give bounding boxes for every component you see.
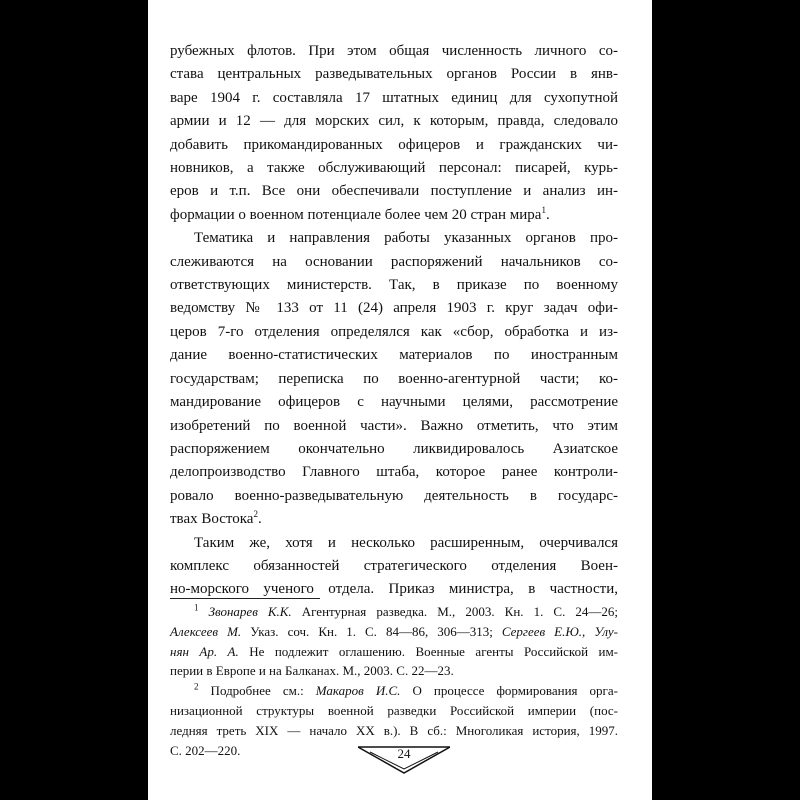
text-line: варе 1904 г. составляла 17 штатных единиц для сухопутной bbox=[170, 89, 618, 106]
text-line: формации о военном потенциале более чем 20 стран мира$^1$. bbox=[170, 204, 550, 223]
footnote-ref-2: 2 bbox=[253, 509, 258, 520]
paragraph-1 bbox=[170, 40, 618, 227]
text-line: распоряжением окончательно ликвидировалось Азиатское bbox=[170, 440, 618, 457]
footnote-line: низационной структуры военной разведки Российской империи (пос- bbox=[170, 702, 618, 718]
author-name: нян Ар. А. bbox=[170, 643, 239, 659]
footnote-number: 1 bbox=[194, 602, 199, 613]
footnote-line bbox=[170, 602, 618, 622]
text-line: слеживаются на основании распоряжений начальников со- bbox=[170, 253, 618, 270]
page-number: 24 bbox=[397, 746, 411, 761]
paragraph-2 bbox=[170, 227, 618, 531]
footnotes bbox=[170, 602, 618, 760]
footnote-line: С. 202—220. bbox=[170, 742, 241, 758]
text-line-content: твах Востока bbox=[170, 511, 254, 528]
text-line: Тематика и направления работы указанных органов про- bbox=[194, 230, 618, 247]
page-number-ornament bbox=[358, 745, 450, 775]
footnote-number: 2 bbox=[194, 681, 199, 692]
text-line: но-морского ученого отдела. Приказ министра, в частности, bbox=[170, 581, 618, 598]
text-line: добавить прикомандированных офицеров и гражданских чи- bbox=[170, 136, 618, 153]
text-line: комплекс обязанностей стратегического отделения Воен- bbox=[170, 557, 618, 574]
author-name: Алексеев М. bbox=[170, 623, 242, 639]
footnote-line bbox=[170, 622, 618, 642]
text-line: мандирование офицеров с научными целями, рассмотрение bbox=[170, 394, 618, 411]
text-line: рубежных флотов. При этом общая численность личного со- bbox=[170, 43, 618, 59]
footnote-ref-1: 1 bbox=[541, 204, 546, 215]
body-text bbox=[170, 40, 618, 602]
footnote-text: Подробнее см.: bbox=[198, 683, 316, 699]
text-line: ведомству № 133 от 11 (24) апреля 1903 г. круг задач офи- bbox=[170, 300, 618, 317]
text-line: ответствующих министерств. Так, в приказе по военному bbox=[170, 277, 618, 294]
footnote-text: О процессе формирования орга- bbox=[400, 683, 618, 699]
text-line: твах Востока$^2$. bbox=[170, 509, 262, 528]
text-line: новников, а также обслуживающий персонал: писарей, курь- bbox=[170, 160, 618, 177]
paragraph-3 bbox=[170, 532, 618, 602]
text-line: става центральных разведывательных органов России в янв- bbox=[170, 66, 618, 83]
footnote-text: Указ. соч. Кн. 1. С. 84—86, 306—313; bbox=[241, 623, 502, 639]
text-line: церов 7-го отделения определялся как «сбор, обработка и из- bbox=[170, 323, 618, 340]
text-line: изобретений по военной части». Важно отметить, что этим bbox=[170, 417, 618, 434]
author-name: Макаров И.С. bbox=[315, 683, 401, 699]
footnote-text: Не подлежит оглашению. Военные агенты Российской им- bbox=[238, 643, 618, 659]
text-line: армии и 12 — для морских сил, к которым, правда, следовало bbox=[170, 113, 618, 130]
footnote-1 bbox=[170, 602, 618, 681]
footnote-line bbox=[170, 681, 618, 701]
text-line-content: формации о военном потенциале более чем 20 стран мира bbox=[170, 206, 542, 223]
footnote-line bbox=[170, 642, 618, 662]
author-name: Звонарев К.К. bbox=[208, 604, 292, 619]
text-line: Таким же, хотя и несколько расширенным, очерчивался bbox=[194, 534, 618, 551]
author-name: Сергеев Е.Ю., Улу- bbox=[501, 623, 619, 639]
text-line: государствам; переписка по военно-агентурной части; ко- bbox=[170, 370, 618, 387]
text-line: ровало военно-разведывательную деятельность в государс- bbox=[170, 487, 618, 504]
footnote-line: перии в Европе и на Балканах. М., 2003. С. 22—23. bbox=[170, 663, 454, 679]
footnote-text: Агентурная разведка. М., 2003. Кн. 1. С. 24—26; bbox=[291, 604, 619, 619]
footnote-line: ледняя треть XIX — начало XX в.). В сб.: Многоликая история, 1997. bbox=[170, 722, 618, 738]
text-line: дание военно-статистических материалов по иностранным bbox=[170, 347, 618, 364]
book-page bbox=[148, 0, 652, 800]
footnote-divider bbox=[170, 598, 320, 599]
text-line: делопроизводство Главного штаба, которое ранее контроли- bbox=[170, 464, 618, 481]
text-line: еров и т.п. Все они обеспечивали поступление и анализ ин- bbox=[170, 183, 618, 200]
